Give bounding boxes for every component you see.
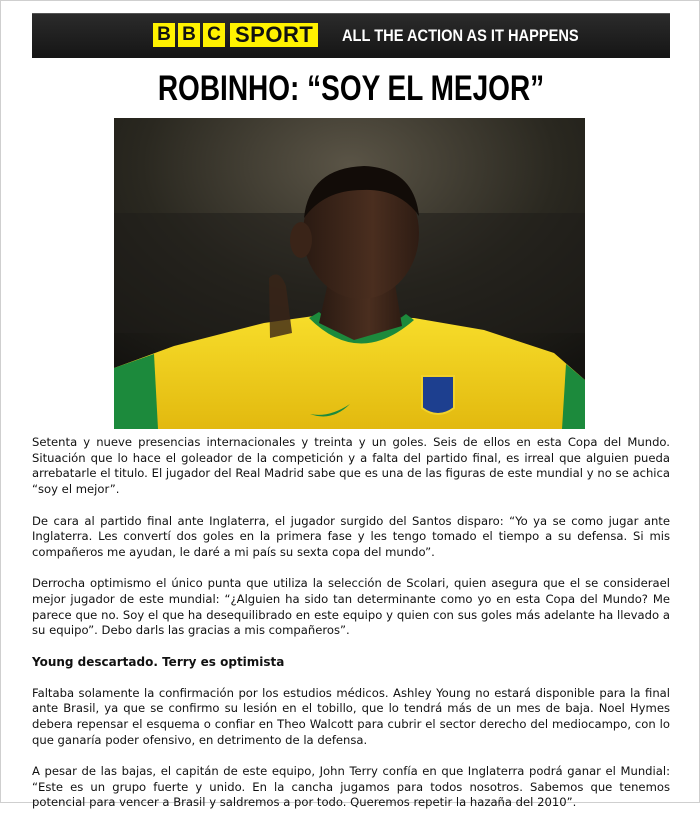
bbc-logo-block: B: [153, 23, 175, 47]
article-paragraph: Setenta y nueve presencias internacionales y treinta y un goles. Seis de ellos en esta Copa del Mundo. Situación que lo hace el goleador de la competición y a falta del partido final, es irreal que alguien pueda arrebatarle el titulo. El jugador del Real Madrid sabe que es una de las figuras de este mundial y no se achica “soy el mejor”.: [32, 435, 670, 497]
article-subheading: Young descartado. Terry es optimista: [32, 654, 285, 669]
bbc-logo: [153, 23, 225, 47]
article-headline: ROBINHO: “SOY EL MEJOR”: [157, 69, 545, 108]
bbc-sport-banner: [32, 13, 670, 58]
bbc-logo-block: B: [178, 23, 200, 47]
bbc-logo-block: C: [203, 23, 225, 47]
article-paragraph: A pesar de las bajas, el capitán de este equipo, John Terry confía en que Inglaterra podrá ganar el Mundial: “Este es un grupo fuerte y unido. En la cancha jugamos para todos nosotros. Sabemos que tenemos potencial para vencer a Brasil y saldremos a por todo. Queremos repetir la hazaña del 2010”.: [32, 764, 670, 810]
sport-logo: SPORT: [230, 23, 318, 47]
banner-tagline: ALL THE ACTION AS IT HAPPENS: [342, 26, 579, 45]
article-paragraph: De cara al partido final ante Inglaterra, el jugador surgido del Santos disparo: “Yo ya se como jugar ante Inglaterra. Les convertí dos goles en la primera fase y les tengo tomado el tiempo a su defensa. Si mis compañeros me ayudan, le daré a mi país su sexta copa del mundo”.: [32, 513, 670, 559]
article-photo: [114, 118, 585, 429]
article-body: [32, 435, 670, 827]
article-paragraph: Faltaba solamente la confirmación por los estudios médicos. Ashley Young no estará disponible para la final ante Brasil, ya que se confirmo su lesión en el tobillo, que lo tendrá más de un mes de baja. Noel Hymes debera repensar el esquema o confiar en Theo Walcott para cubrir el sector derecho del mediocampo, con lo que ganaría poder ofensivo, en detrimento de la defensa.: [32, 685, 670, 747]
player-photo-icon: [114, 118, 585, 429]
article-paragraph: Derrocha optimismo el único punta que utiliza la selección de Scolari, quien asegura que el se considerael mejor jugador de este mundial: “¿Alguien ha sido tan determinante como yo en esta Copa del Mundo? Me parece que no. Soy el que ha desequilibrado en este equipo y quien con sus goles más adelante ha llevado a su equipo”. Debo darls las gracias a mis compañeros”.: [32, 576, 670, 638]
